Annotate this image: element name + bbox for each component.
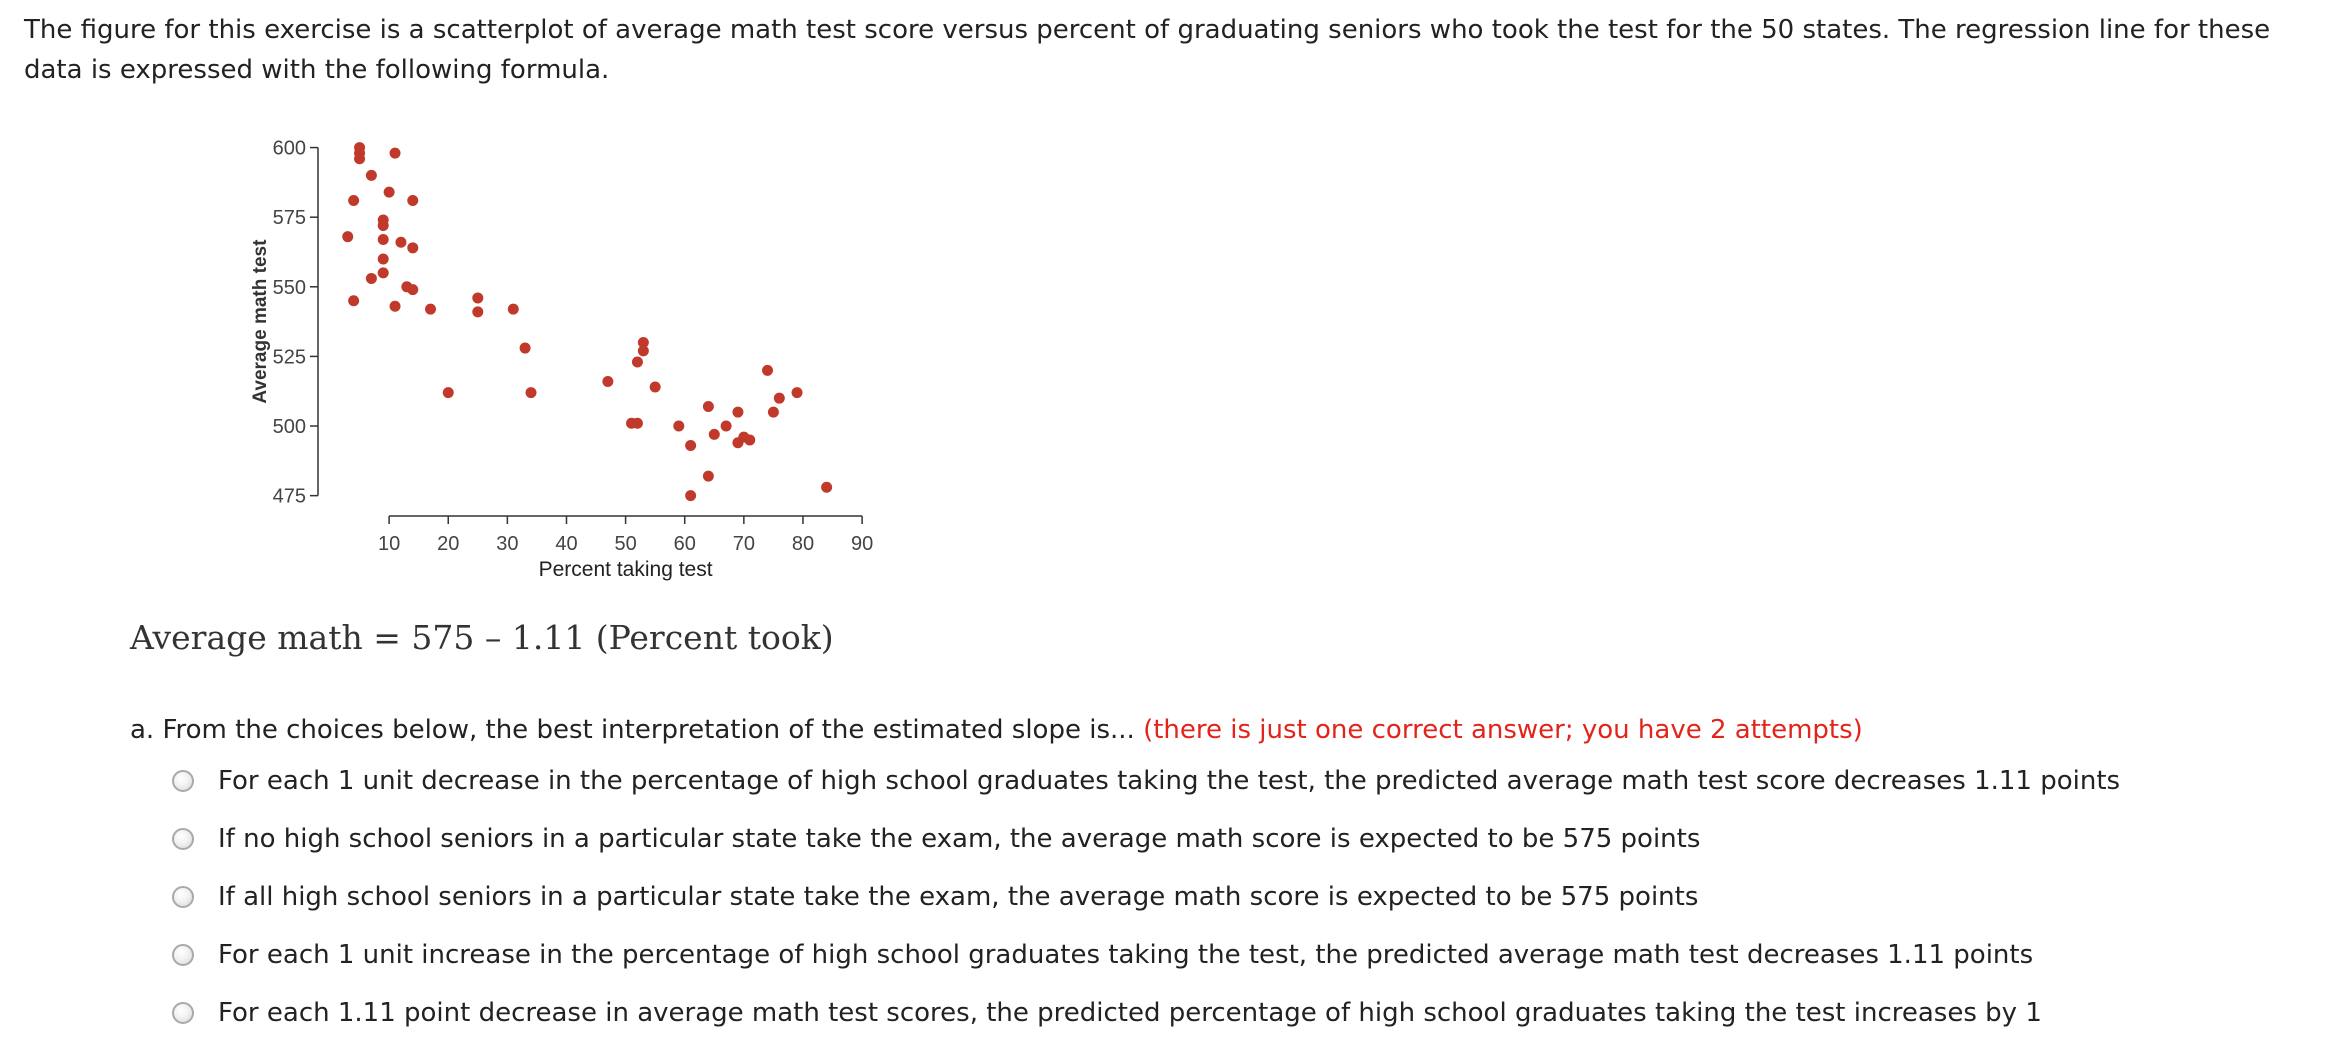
y-axis-title: Average math test xyxy=(250,239,271,404)
data-point xyxy=(472,306,483,317)
question-text: a. From the choices below, the best interpretation of the estimated slope is... xyxy=(130,715,1135,745)
data-point xyxy=(685,490,696,501)
y-tick-label: 550 xyxy=(272,276,306,299)
data-point xyxy=(407,284,418,295)
data-point xyxy=(762,365,773,376)
radio-button[interactable] xyxy=(172,886,194,908)
data-point xyxy=(472,292,483,303)
y-tick-label: 475 xyxy=(272,485,306,508)
answer-choice[interactable] xyxy=(172,868,2120,926)
data-point xyxy=(650,382,661,393)
data-point xyxy=(821,482,832,493)
choice-label: If all high school seniors in a particular state take the exam, the average math score is expected to be 575 points xyxy=(218,882,1699,912)
data-point xyxy=(425,304,436,315)
data-point xyxy=(384,187,395,198)
regression-formula: Average math = 575 – 1.11 (Percent took) xyxy=(130,618,834,657)
data-point xyxy=(685,440,696,451)
x-tick-label: 20 xyxy=(437,533,460,555)
data-point xyxy=(366,273,377,284)
data-point xyxy=(378,220,389,231)
data-point xyxy=(632,418,643,429)
x-tick-label: 10 xyxy=(377,533,401,555)
answer-choice[interactable] xyxy=(172,984,2120,1042)
choice-label: For each 1 unit increase in the percentage of high school graduates taking the test, the predicted average math test decreases 1.11 points xyxy=(218,940,2034,970)
y-tick-label: 500 xyxy=(272,416,306,439)
data-point xyxy=(395,237,406,248)
x-tick-label: 40 xyxy=(555,533,578,555)
attempts-note: (there is just one correct answer; you have 2 attempts) xyxy=(1143,715,1863,745)
choice-label: For each 1.11 point decrease in average math test scores, the predicted percentage of high school graduates taking the test increases by 1 xyxy=(218,998,2042,1028)
x-tick-label: 60 xyxy=(673,533,696,555)
data-point xyxy=(443,387,454,398)
data-point xyxy=(378,267,389,278)
data-point xyxy=(342,231,353,242)
data-point xyxy=(768,407,779,418)
data-point xyxy=(378,253,389,264)
data-point xyxy=(703,471,714,482)
data-point xyxy=(774,393,785,404)
data-point xyxy=(366,170,377,181)
data-point xyxy=(390,148,401,159)
radio-button[interactable] xyxy=(172,770,194,792)
exercise-intro: The figure for this exercise is a scatterplot of average math test score versus percent of graduating seniors who took the test for the 50 states. The regression line for these data is expressed with the following formula. xyxy=(24,15,2271,85)
data-point xyxy=(348,295,359,306)
answer-choices xyxy=(172,752,2120,1042)
y-tick-label: 600 xyxy=(272,137,306,160)
data-point xyxy=(520,343,531,354)
answer-choice[interactable] xyxy=(172,810,2120,868)
radio-button[interactable] xyxy=(172,944,194,966)
x-tick-label: 50 xyxy=(614,533,637,555)
choice-label: If no high school seniors in a particular state take the exam, the average math score is expected to be 575 points xyxy=(218,824,1701,854)
data-point xyxy=(354,153,365,164)
x-axis-title: Percent taking test xyxy=(538,558,713,581)
scatterplot-chart xyxy=(236,132,876,592)
y-tick-label: 525 xyxy=(272,346,306,369)
data-point xyxy=(632,356,643,367)
data-point xyxy=(732,407,743,418)
y-tick-label: 575 xyxy=(272,207,306,230)
x-tick-label: 90 xyxy=(850,533,874,555)
data-point xyxy=(721,421,732,432)
x-tick-label: 70 xyxy=(732,533,755,555)
data-point xyxy=(792,387,803,398)
data-point xyxy=(703,401,714,412)
data-point xyxy=(407,242,418,253)
radio-button[interactable] xyxy=(172,1002,194,1024)
data-point xyxy=(709,429,720,440)
data-point xyxy=(508,304,519,315)
x-tick-label: 30 xyxy=(496,533,519,555)
data-point xyxy=(348,195,359,206)
radio-button[interactable] xyxy=(172,828,194,850)
data-point xyxy=(407,195,418,206)
data-point xyxy=(673,421,684,432)
x-tick-label: 80 xyxy=(791,533,815,555)
data-point xyxy=(638,345,649,356)
data-point xyxy=(526,387,537,398)
data-point xyxy=(390,301,401,312)
choice-label: For each 1 unit decrease in the percentage of high school graduates taking the test, the predicted average math test score decreases 1.11 points xyxy=(218,766,2121,796)
answer-choice[interactable] xyxy=(172,926,2120,984)
data-point xyxy=(744,434,755,445)
answer-choice[interactable] xyxy=(172,752,2120,810)
data-point xyxy=(378,234,389,245)
data-point xyxy=(602,376,613,387)
question-prompt xyxy=(130,712,1863,748)
